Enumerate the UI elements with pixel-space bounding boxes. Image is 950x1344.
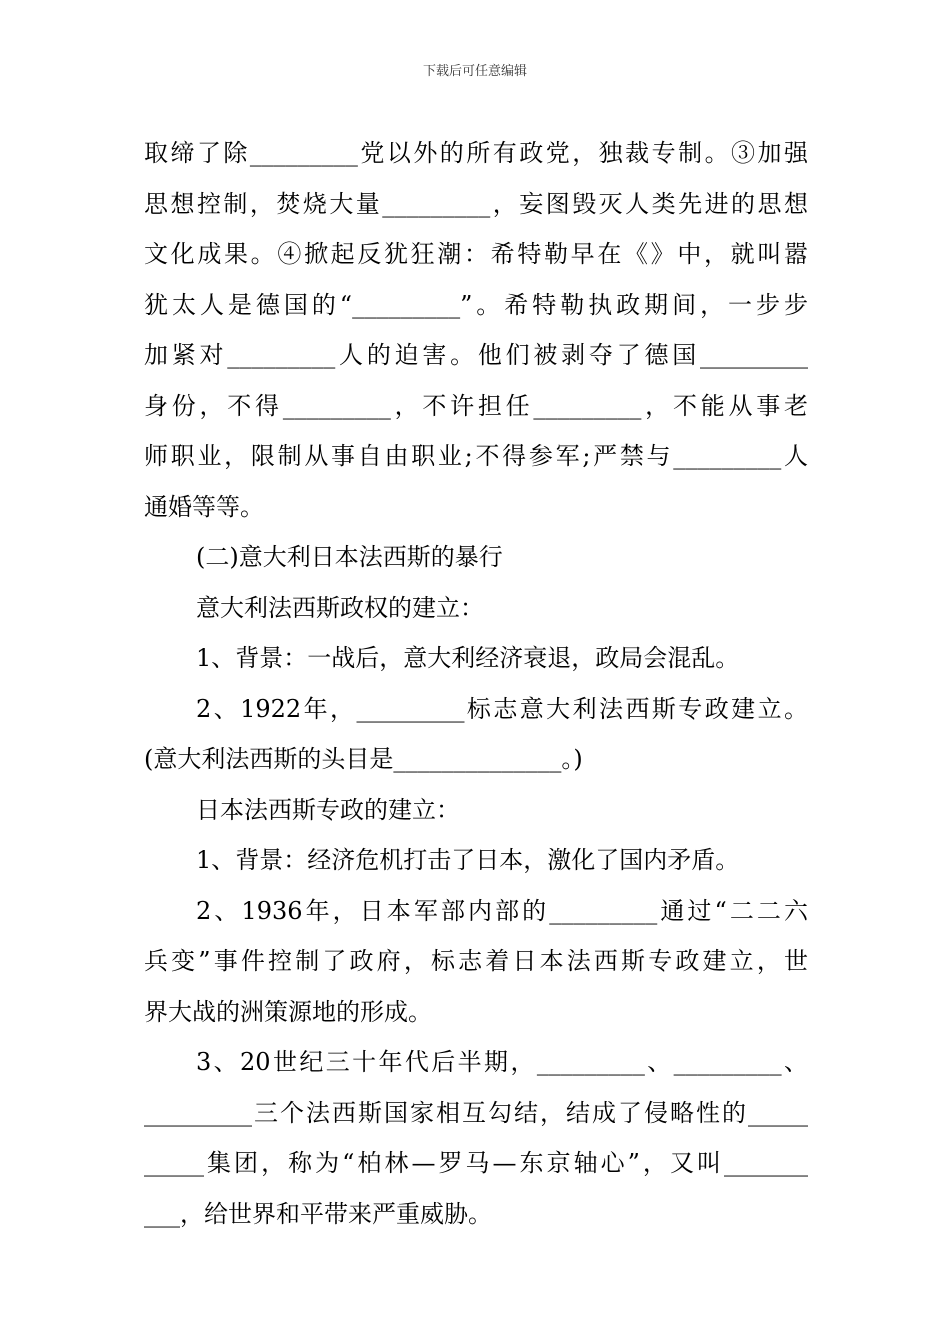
- document-body: [144, 128, 808, 1239]
- text-line: 3、20世纪三十年代后半期，_________、_________、: [196, 1048, 808, 1076]
- text-line: 思想控制，焚烧大量_________，妄图毁灭人类先进的思想: [144, 189, 808, 218]
- section-heading: (二)意大利日本法西斯的暴行: [196, 543, 503, 571]
- text-line: 取缔了除_________党以外的所有政党，独裁专制。③加强: [144, 139, 808, 167]
- text-line: 犹太人是德国的“_________”。希特勒执政期间，一步步: [144, 290, 808, 319]
- text-line: _________三个法西斯国家相互勾结，结成了侵略性的_____: [144, 1098, 808, 1127]
- text-line: 文化成果。④掀起反犹狂潮：希特勒早在《》中，就叫嚣: [144, 240, 808, 268]
- text-line: 师职业，限制从事自由职业;不得参军;严禁与_________人: [144, 442, 808, 470]
- text-line: ___，给世界和平带来严重威胁。: [144, 1199, 492, 1228]
- text-line: (意大利法西斯的头目是______________。): [144, 745, 583, 773]
- text-line: 兵变”事件控制了政府，标志着日本法西斯专政建立，世: [144, 947, 808, 975]
- subsection-heading: 日本法西斯专政的建立：: [196, 795, 460, 824]
- text-line: 2、1922年，_________标志意大利法西斯专政建立。: [196, 694, 808, 723]
- subsection-heading: 意大利法西斯政权的建立：: [196, 593, 484, 622]
- text-line: 通婚等等。: [144, 492, 264, 521]
- page-header: 下载后可任意编辑: [422, 64, 527, 79]
- text-line: 1、背景：经济危机打击了日本，激化了国内矛盾。: [196, 846, 740, 874]
- text-line: 2、1936年，日本军部内部的_________通过“二二六: [196, 896, 808, 925]
- text-line: _____集团，称为“柏林—罗马—东京轴心”，又叫_______: [144, 1149, 808, 1177]
- text-line: 身份，不得_________，不许担任_________，不能从事老: [144, 391, 808, 420]
- text-line: 界大战的洲策源地的形成。: [144, 997, 432, 1026]
- text-line: 1、背景：一战后，意大利经济衰退，政局会混乱。: [196, 644, 740, 672]
- text-line: 加紧对_________人的迫害。他们被剥夺了德国_________: [144, 341, 808, 369]
